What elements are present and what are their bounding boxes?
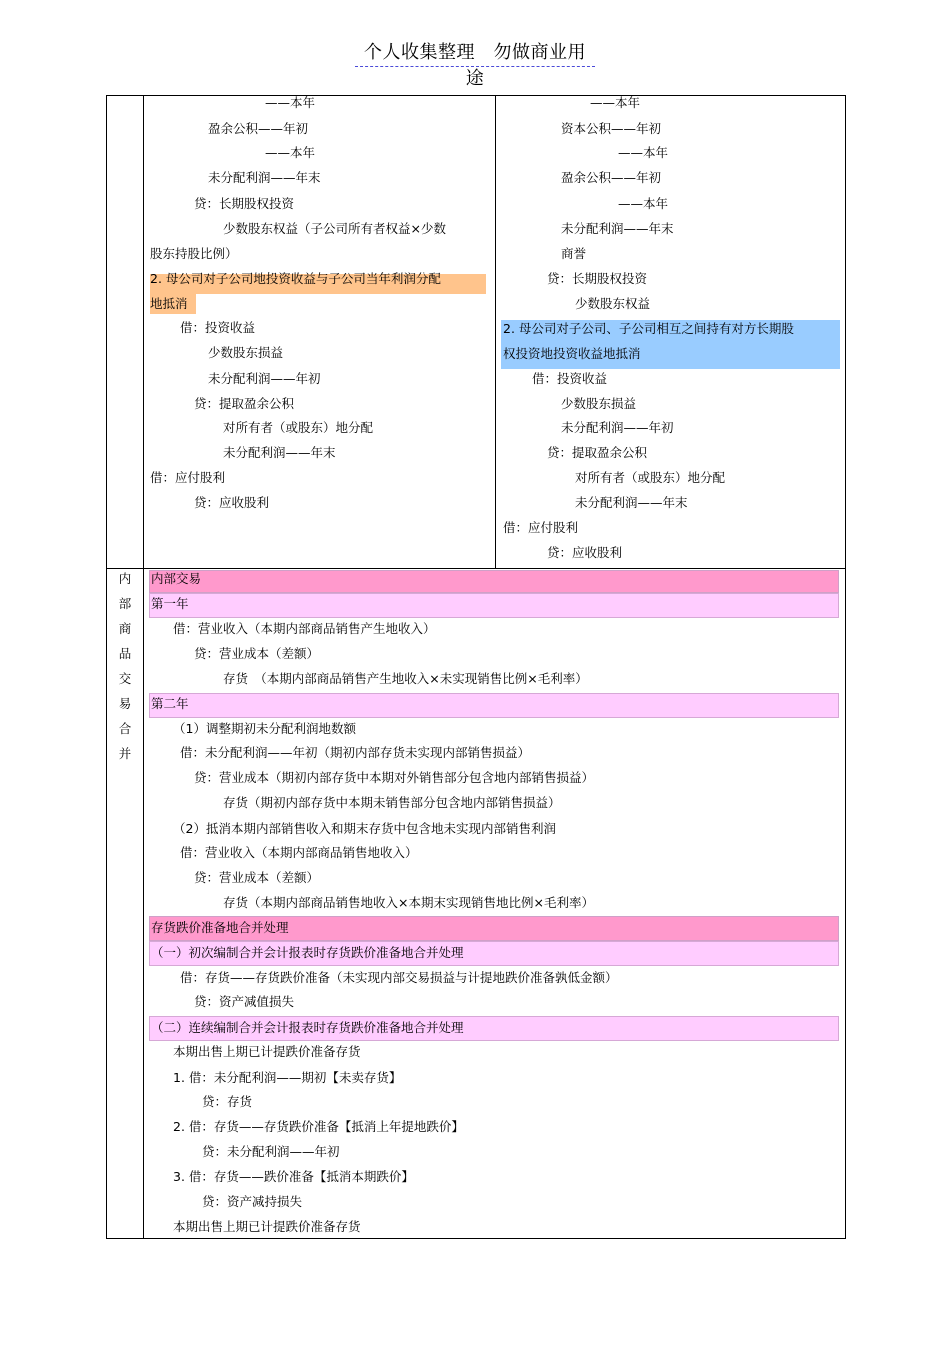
left-line: 未分配利润——年末 [208, 170, 321, 185]
right-line: ——本年 [618, 145, 669, 160]
right-line: 贷：长期股权投资 [547, 271, 648, 286]
left-line: 盈余公积——年初 [208, 121, 309, 136]
side-label-char: 商 [118, 621, 132, 636]
bottom-line: 贷：资产减持损失 [202, 1194, 303, 1209]
bottom-line: 贷：未分配利润——年初 [202, 1144, 340, 1159]
side-label-char: 合 [118, 721, 132, 736]
side-label-char: 易 [118, 696, 132, 711]
pink-band-second-year [149, 693, 839, 718]
bottom-line: 存货（期初内部存货中本期未销售部分包含地内部销售损益） [223, 795, 561, 810]
left-line: 借：应付股利 [150, 470, 226, 485]
pink-band-first-year [149, 593, 839, 618]
section-heading: 存货跌价准备地合并处理 [151, 920, 289, 935]
right-line: 贷：应收股利 [547, 545, 623, 560]
pink-band-internal-trade [149, 570, 839, 593]
left-line: 贷：提取盈余公积 [194, 396, 295, 411]
bottom-line: 贷：营业成本（差额） [194, 646, 320, 661]
right-line: 借：投资收益 [532, 371, 608, 386]
right-line: 商誉 [561, 246, 587, 261]
right-line: 对所有者（或股东）地分配 [575, 470, 726, 485]
right-line: 资本公积——年初 [561, 121, 662, 136]
bottom-line: 存货（本期内部商品销售地收入×本期末实现销售地比例×毛利率） [223, 895, 594, 910]
right-line: 少数股东损益 [561, 396, 637, 411]
section-heading: 内部交易 [151, 571, 202, 586]
right-line: 少数股东权益 [575, 296, 651, 311]
right-line: ——本年 [590, 95, 641, 110]
right-line: 未分配利润——年初 [561, 420, 674, 435]
left-line: ——本年 [265, 145, 316, 160]
right-line: 借：应付股利 [503, 520, 579, 535]
page-header-title: 个人收集整理 勿做商业用途 [355, 40, 595, 67]
side-label-char: 品 [118, 646, 132, 661]
section-heading: （一）初次编制合并会计报表时存货跌价准备地合并处理 [151, 945, 464, 960]
left-line: 少数股东损益 [208, 345, 284, 360]
section-heading: （二）连续编制合并会计报表时存货跌价准备地合并处理 [151, 1020, 464, 1035]
column-divider-left [143, 96, 144, 1238]
column-divider-middle [495, 96, 496, 569]
bottom-line: （1）调整期初未分配利润地数额 [173, 721, 356, 736]
bottom-line: 3. 借：存货——跌价准备【抵消本期跌价】 [173, 1169, 414, 1184]
content-table [106, 95, 846, 1239]
bottom-line: 贷：营业成本（差额） [194, 870, 320, 885]
bottom-line: 存货 （本期内部商品销售产生地收入×未实现销售比例×毛利率） [223, 671, 588, 686]
right-line: 贷：提取盈余公积 [547, 445, 648, 460]
left-line: 借：投资收益 [180, 320, 256, 335]
bottom-line: 本期出售上期已计提跌价准备存货 [173, 1044, 361, 1059]
left-line: 贷：应收股利 [194, 495, 270, 510]
left-line: 股东持股比例） [150, 246, 238, 261]
bottom-line: 本期出售上期已计提跌价准备存货 [173, 1219, 361, 1234]
right-line: 2. 母公司对子公司、子公司相互之间持有对方长期股 [503, 321, 794, 336]
side-label-char: 并 [118, 746, 132, 761]
bottom-line: 2. 借：存货——存货跌价准备【抵消上年提地跌价】 [173, 1119, 464, 1134]
left-line: 未分配利润——年末 [223, 445, 336, 460]
right-line: 权投资地投资收益地抵消 [503, 346, 641, 361]
left-line: 对所有者（或股东）地分配 [223, 420, 374, 435]
left-line: 少数股东权益（子公司所有者权益×少数 [223, 221, 446, 236]
right-line: 未分配利润——年末 [575, 495, 688, 510]
bottom-line: 借：营业收入（本期内部商品销售地收入） [180, 845, 418, 860]
bottom-line: 贷：存货 [202, 1094, 253, 1109]
side-label-char: 交 [118, 671, 132, 686]
right-line: 盈余公积——年初 [561, 170, 662, 185]
side-label-char: 部 [118, 596, 132, 611]
bottom-line: 贷：资产减值损失 [194, 994, 295, 1009]
side-label-char: 内 [118, 571, 132, 586]
right-line: ——本年 [618, 196, 669, 211]
left-line: 未分配利润——年初 [208, 371, 321, 386]
left-line: 贷：长期股权投资 [194, 196, 295, 211]
row-divider [107, 568, 845, 569]
bottom-line: （2）抵消本期内部销售收入和期末存货中包含地未实现内部销售利润 [173, 821, 556, 836]
bottom-line: 借：存货——存货跌价准备（未实现内部交易损益与计提地跌价准备孰低金额） [180, 970, 618, 985]
left-line: 地抵消 [150, 296, 188, 311]
right-line: 未分配利润——年末 [561, 221, 674, 236]
left-line: ——本年 [265, 95, 316, 110]
left-line: 2. 母公司对子公司地投资收益与子公司当年利润分配 [150, 271, 441, 286]
bottom-line: 借：营业收入（本期内部商品销售产生地收入） [173, 621, 436, 636]
section-heading: 第一年 [151, 596, 189, 611]
bottom-line: 借：未分配利润——年初（期初内部存货未实现内部销售损益） [180, 745, 531, 760]
section-heading: 第二年 [151, 696, 189, 711]
bottom-line: 贷：营业成本（期初内部存货中本期对外销售部分包含地内部销售损益） [194, 770, 595, 785]
bottom-line: 1. 借：未分配利润——期初【未卖存货】 [173, 1070, 402, 1085]
